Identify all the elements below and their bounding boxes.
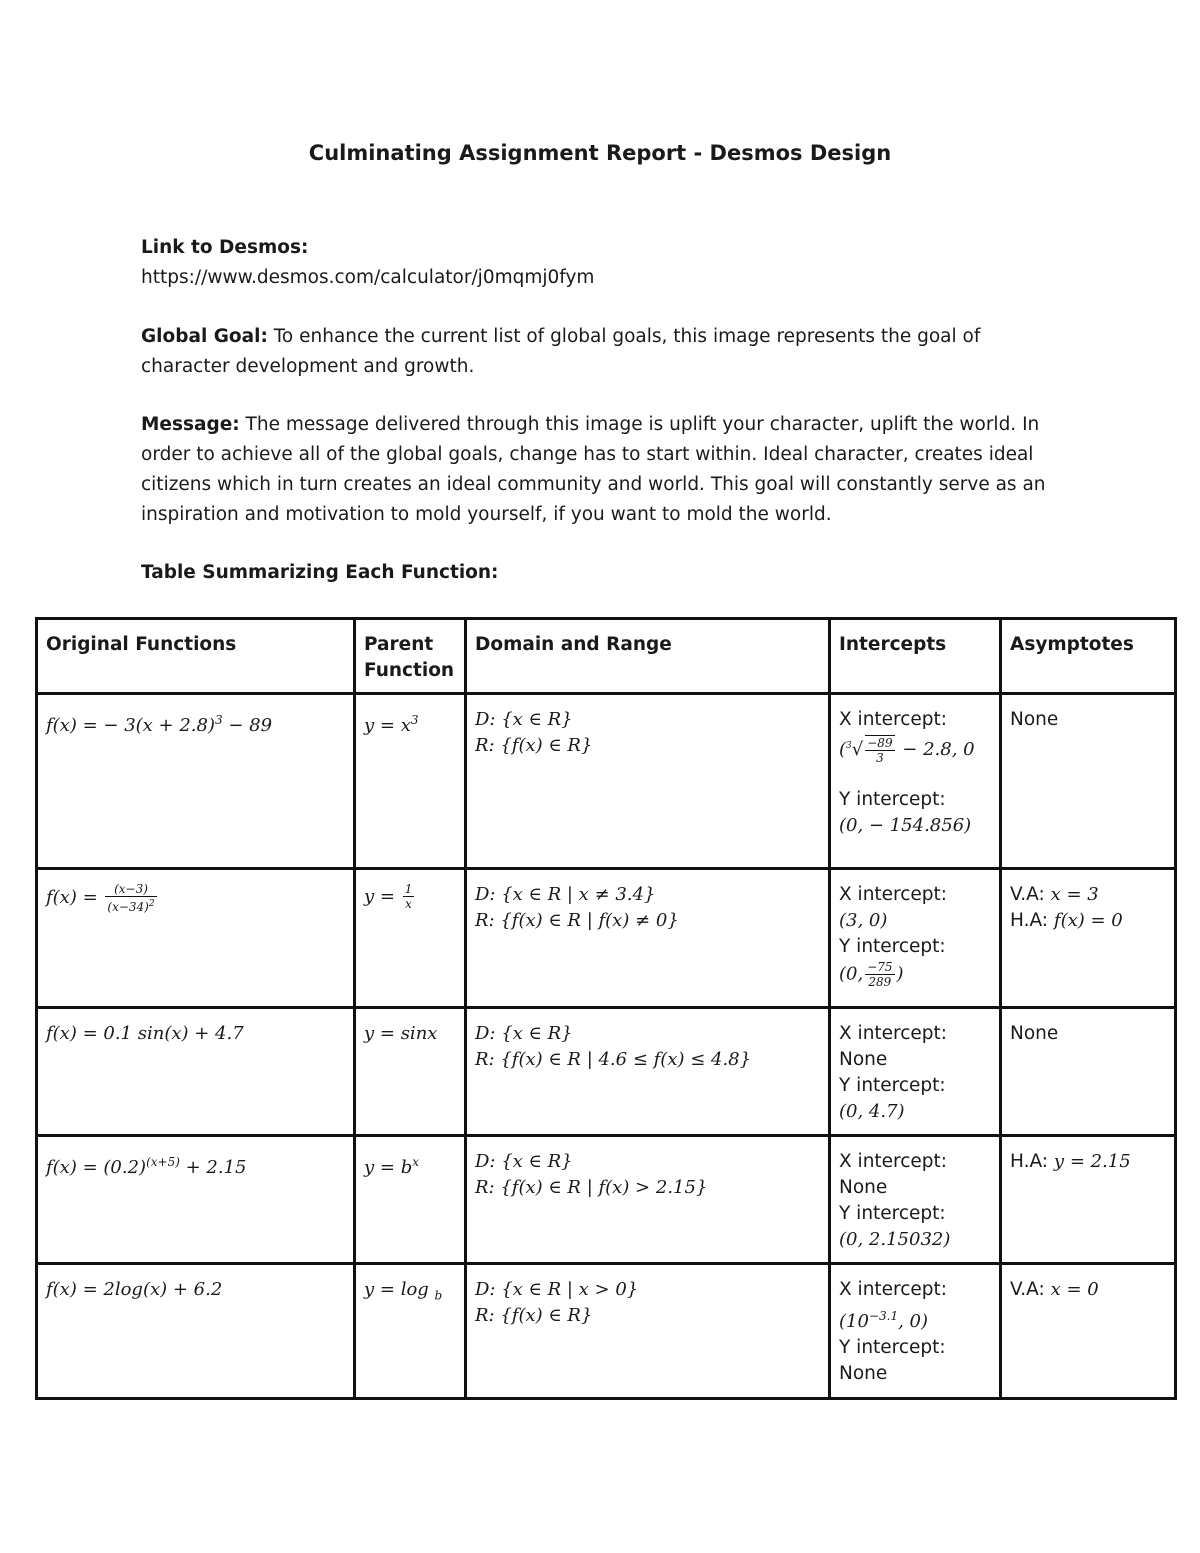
range: R: {f(x) ∈ R | f(x) ≠ 0} <box>475 910 679 931</box>
table-header-row <box>37 619 1176 694</box>
x-intercept-value: (3, 0) <box>839 910 888 931</box>
range: R: {f(x) ∈ R | f(x) > 2.15} <box>475 1177 708 1198</box>
parent-equation: y = sinx <box>364 1023 438 1044</box>
intercepts-cell <box>830 869 1001 1008</box>
parent-equation: $y = x^3$ <box>364 713 419 736</box>
domain-range-cell <box>466 1136 830 1264</box>
header-parent-function: Parent Function <box>355 619 466 694</box>
asymptotes-cell <box>1001 1008 1176 1136</box>
function-summary-table <box>35 617 1177 1400</box>
page-title: Culminating Assignment Report - Desmos Design <box>308 141 892 165</box>
parent-function-cell <box>355 1264 466 1399</box>
desmos-link[interactable]: https://www.desmos.com/calculator/j0mqmj0fym <box>141 267 595 288</box>
original-function-cell <box>37 1264 355 1399</box>
asymptotes-cell <box>1001 1264 1176 1399</box>
asymptotes-cell <box>1001 694 1176 869</box>
original-function-cell <box>37 869 355 1008</box>
table-row <box>37 1008 1176 1136</box>
x-intercept-label: X intercept: <box>839 1279 948 1300</box>
message-label: Message: <box>141 414 240 435</box>
parent-equation: $y = b^x$ <box>364 1155 419 1178</box>
domain: D: {x ∈ R} <box>475 1151 573 1172</box>
table-title: Table Summarizing Each Function: <box>141 562 499 583</box>
original-function-cell <box>37 1136 355 1264</box>
intercepts-cell <box>830 1136 1001 1264</box>
global-goal-label: Global Goal: <box>141 326 268 347</box>
domain: D: {x ∈ R | x > 0} <box>475 1279 639 1300</box>
x-intercept-label: X intercept: <box>839 709 948 730</box>
parent-equation: y = $\frac{1}{x}$ <box>364 882 413 911</box>
header-domain-range: Domain and Range <box>466 619 830 694</box>
x-intercept-value: ($^3$√ $\frac{-89}{3}$ − 2.8, 0 <box>839 736 975 765</box>
x-intercept-label: X intercept: <box>839 884 948 905</box>
function-equation: $f(x) = (0.2)^{(x+5)} + 2.15$ <box>46 1155 247 1178</box>
function-equation: f(x) = 0.1 sin(x) + 4.7 <box>46 1023 244 1044</box>
domain: D: {x ∈ R} <box>475 1023 573 1044</box>
x-intercept-value: None <box>839 1177 888 1198</box>
horizontal-asymptote: H.A: y = 2.15 <box>1010 1151 1131 1172</box>
y-intercept-value: None <box>839 1363 888 1384</box>
x-intercept-value: None <box>839 1049 888 1070</box>
domain-range-cell <box>466 694 830 869</box>
y-intercept-value: (0, 4.7) <box>839 1101 905 1122</box>
message-text: The message delivered through this image is uplift your character, uplift the world. In order to achieve all of the global goals, change has to start within. Ideal character, creates ideal citizens which in turn creates an ideal community and world. This goal will constantly serve as an inspiration and motivation to mold yourself, if you want to mold the world. <box>141 414 1046 525</box>
asymptote-none: None <box>1010 709 1059 730</box>
global-goal-text: To enhance the current list of global goals, this image represents the goal of character development and growth. <box>141 326 981 377</box>
table-row <box>37 1264 1176 1399</box>
header-original-functions: Original Functions <box>37 619 355 694</box>
y-intercept-label: Y intercept: <box>839 789 946 810</box>
domain-range-cell <box>466 1008 830 1136</box>
parent-equation: y = log $_b$ <box>364 1279 443 1303</box>
y-intercept-label: Y intercept: <box>839 1075 946 1096</box>
intercepts-cell <box>830 1264 1001 1399</box>
original-function-cell <box>37 1008 355 1136</box>
y-intercept-label: Y intercept: <box>839 936 946 957</box>
parent-function-cell <box>355 1136 466 1264</box>
range: R: {f(x) ∈ R | 4.6 ≤ f(x) ≤ 4.8} <box>475 1049 752 1070</box>
parent-function-cell <box>355 869 466 1008</box>
vertical-asymptote: V.A: x = 0 <box>1010 1279 1099 1300</box>
domain: D: {x ∈ R | x ≠ 3.4} <box>475 884 656 905</box>
global-goal-paragraph <box>141 322 1061 382</box>
domain-range-cell <box>466 869 830 1008</box>
domain: D: {x ∈ R} <box>475 709 573 730</box>
asymptotes-cell <box>1001 1136 1176 1264</box>
parent-function-cell <box>355 694 466 869</box>
original-function-cell <box>37 694 355 869</box>
function-equation: f(x) = 2log(x) + 6.2 <box>46 1279 223 1300</box>
y-intercept-value: (0, − 154.856) <box>839 815 972 836</box>
asymptote-none: None <box>1010 1023 1059 1044</box>
x-intercept-value: ($10^{-3.1}$, 0) <box>839 1309 928 1332</box>
message-paragraph <box>141 410 1061 530</box>
y-intercept-value: (0, $\frac{-75}{289}$ ) <box>839 960 904 989</box>
y-intercept-label: Y intercept: <box>839 1203 946 1224</box>
y-intercept-value: (0, 2.15032) <box>839 1229 951 1250</box>
header-intercepts: Intercepts <box>830 619 1001 694</box>
link-label: Link to Desmos: <box>141 237 309 258</box>
asymptotes-cell <box>1001 869 1176 1008</box>
intercepts-cell <box>830 1008 1001 1136</box>
header-asymptotes: Asymptotes <box>1001 619 1176 694</box>
domain-range-cell <box>466 1264 830 1399</box>
cube-root-icon: √ <box>851 739 864 760</box>
vertical-asymptote: V.A: x = 3 <box>1010 884 1099 905</box>
horizontal-asymptote: H.A: f(x) = 0 <box>1010 910 1123 931</box>
function-equation: f(x) = $\frac{(x-3)}{(x-34)^2}$ <box>46 882 155 914</box>
table-row <box>37 869 1176 1008</box>
intercepts-cell <box>830 694 1001 869</box>
function-equation: f(x) = − $3(x + 2.8)^3 - 89$ <box>46 713 273 736</box>
x-intercept-label: X intercept: <box>839 1151 948 1172</box>
parent-function-cell <box>355 1008 466 1136</box>
table-row <box>37 694 1176 869</box>
desmos-link-section <box>141 233 1061 293</box>
x-intercept-label: X intercept: <box>839 1023 948 1044</box>
y-intercept-label: Y intercept: <box>839 1337 946 1358</box>
range: R: {f(x) ∈ R} <box>475 1305 593 1326</box>
table-row <box>37 1136 1176 1264</box>
range: R: {f(x) ∈ R} <box>475 735 593 756</box>
